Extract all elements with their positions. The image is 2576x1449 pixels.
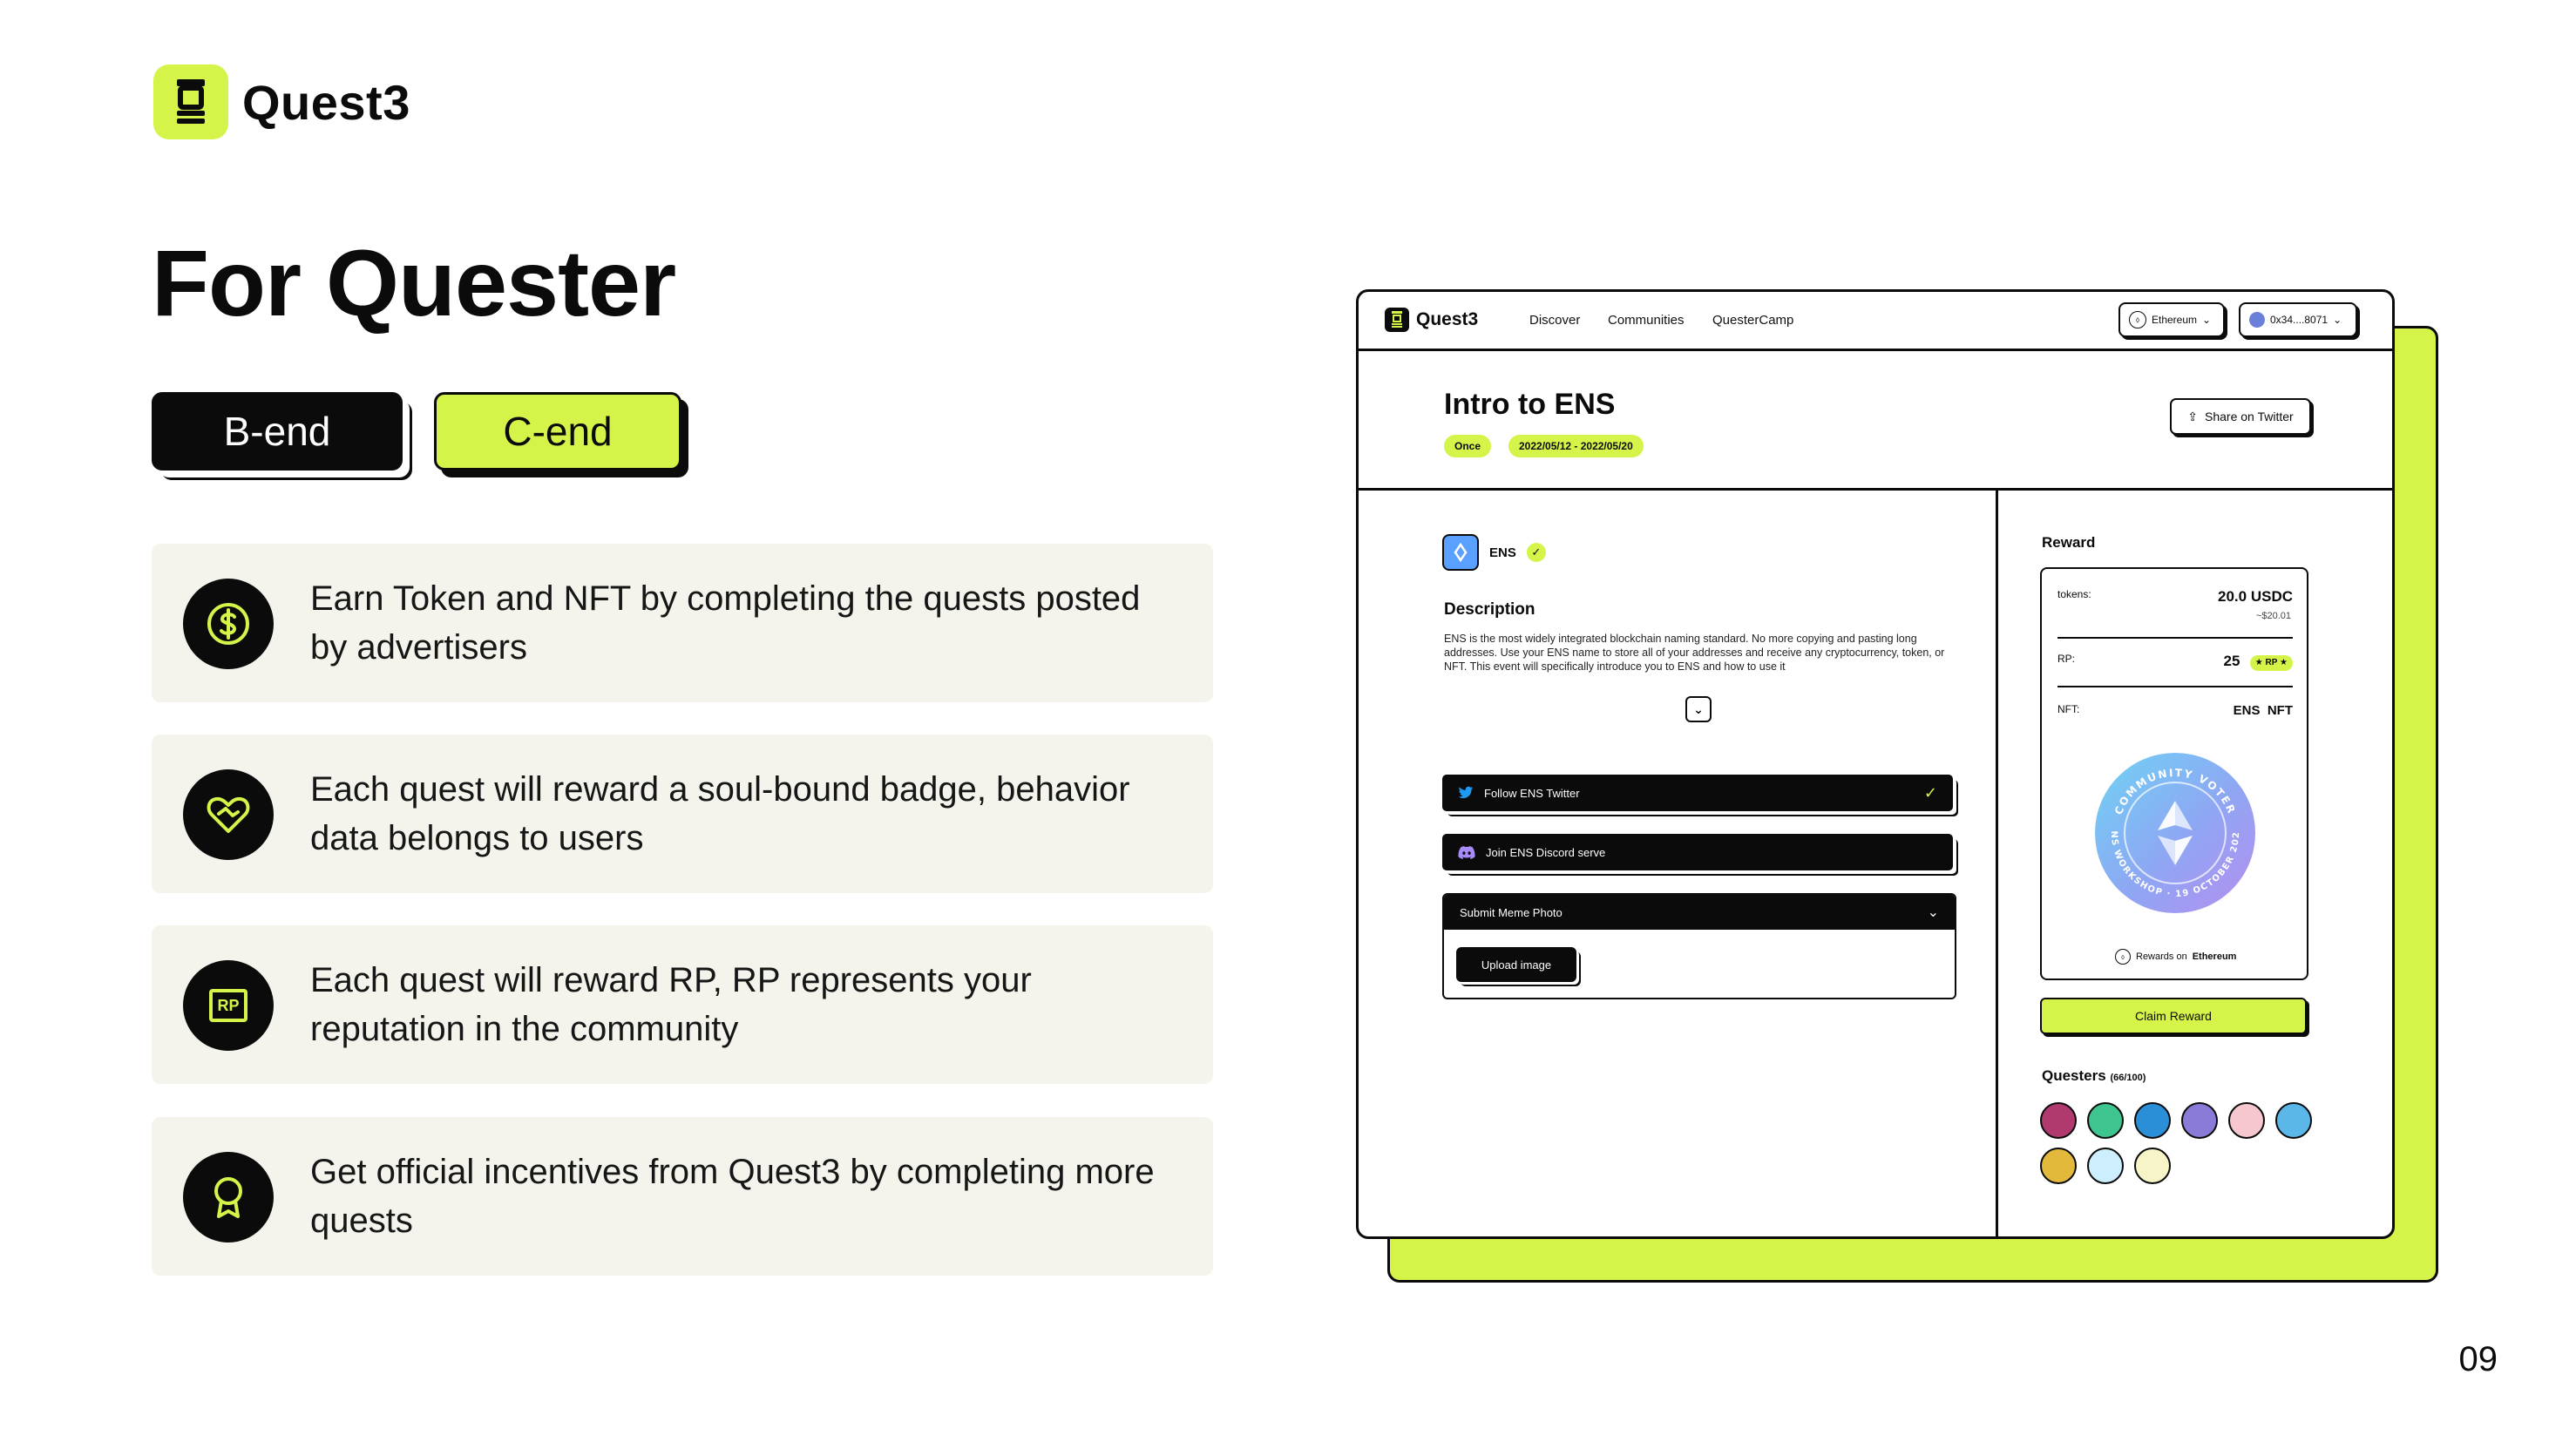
nav-discover[interactable]: Discover	[1529, 313, 1581, 328]
nft-value: ENS NFT	[2233, 703, 2293, 718]
rp-icon-text: RP	[209, 989, 247, 1022]
task-join-discord[interactable]	[1442, 834, 1953, 870]
quest-main	[1359, 491, 1998, 1239]
task-label: Join ENS Discord serve	[1486, 845, 1606, 859]
chain-name: Ethereum	[2192, 951, 2237, 962]
page-title: For Quester	[152, 230, 676, 335]
network-label: Ethereum	[2152, 314, 2198, 326]
submit-task-card	[1442, 893, 1956, 999]
nft-badge-image	[2092, 750, 2258, 916]
verified-check-icon: ✓	[1527, 543, 1546, 562]
reward-panel	[1998, 491, 2395, 1239]
share-icon: ⇪	[2187, 409, 2199, 423]
nft-label: NFT:	[2057, 703, 2080, 715]
rp-badge: ★ RP ★	[2250, 655, 2293, 671]
description-text: ENS is the most widely integrated blockchain naming standard. No more copying and pasting long addresses. Use your ENS name to store all of your addresses and receive any cryptocurrency, token, or NFT. This event will specifically introduce you to ENS and how to use it	[1444, 633, 1945, 673]
nft-row	[2057, 703, 2293, 718]
heart-handshake-icon	[183, 769, 274, 860]
rp-icon	[183, 960, 274, 1051]
submit-task-label: Submit Meme Photo	[1460, 905, 1563, 919]
chevron-down-icon: ⌄	[2333, 314, 2342, 326]
tab-b-end[interactable]: B-end	[152, 392, 403, 471]
app-logo[interactable]	[1385, 308, 1478, 332]
avatar[interactable]	[2087, 1102, 2124, 1139]
date-range-tag: 2022/05/12 - 2022/05/20	[1508, 435, 1644, 457]
brand-logo	[153, 64, 410, 139]
avatar[interactable]	[2040, 1102, 2077, 1139]
nav-communities[interactable]: Communities	[1608, 313, 1685, 328]
twitter-icon	[1458, 786, 1474, 800]
nav-questercamp[interactable]: QuesterCamp	[1712, 313, 1794, 328]
rp-row	[2057, 653, 2293, 671]
claim-reward-button[interactable]: Claim Reward	[2040, 998, 2307, 1034]
rp-value: 25	[2223, 653, 2240, 669]
chevron-down-icon: ⌄	[1927, 905, 1939, 920]
wallet-selector[interactable]	[2239, 302, 2357, 337]
upload-image-button[interactable]: Upload image	[1456, 947, 1576, 982]
expand-button[interactable]	[1685, 696, 1712, 722]
dollar-coin-icon	[183, 579, 274, 669]
ethereum-icon: ⬨	[2129, 311, 2146, 328]
divider	[2057, 686, 2293, 687]
tokens-value: 20.0 USDC	[2218, 588, 2293, 605]
brand-name: Quest3	[242, 74, 410, 130]
page-number: 09	[2458, 1340, 2498, 1378]
avatar[interactable]	[2040, 1148, 2077, 1184]
feature-text: Each quest will reward a soul-bound badge, behavior data belongs to users	[310, 770, 1130, 857]
submit-task-header[interactable]	[1444, 895, 1955, 930]
nft-badge-top-text: COMMUNITY VOTER	[2112, 766, 2239, 817]
reward-chain-note	[2115, 949, 2236, 965]
chevron-down-icon: ⌄	[1693, 701, 1704, 716]
avatar[interactable]	[2134, 1102, 2171, 1139]
feature-text: Earn Token and NFT by completing the quests posted by advertisers	[310, 579, 1141, 667]
network-selector[interactable]	[2118, 302, 2225, 337]
discord-icon	[1458, 846, 1475, 859]
share-label: Share on Twitter	[2205, 410, 2294, 423]
quest-header	[1359, 351, 2392, 491]
reward-card	[2040, 567, 2308, 980]
nft-badge-bottom-text: NS WORKSHOP · 19 OCTOBER 202	[2108, 830, 2242, 900]
feature-card	[152, 544, 1213, 702]
award-ribbon-icon	[183, 1152, 274, 1242]
task-follow-twitter[interactable]	[1442, 775, 1953, 811]
questers-heading	[2042, 1067, 2146, 1085]
community-name: ENS	[1489, 545, 1516, 560]
questers-title: Questers	[2042, 1067, 2106, 1084]
tokens-row	[2057, 588, 2293, 606]
questers-count: (66/100)	[2110, 1073, 2146, 1083]
avatar[interactable]	[2134, 1148, 2171, 1184]
feature-card	[152, 1117, 1213, 1276]
tokens-usd: ~$20.01	[2255, 611, 2291, 621]
check-icon: ✓	[1923, 783, 1937, 802]
quest3-logo-icon	[153, 64, 228, 139]
wallet-address: 0x34....8071	[2270, 314, 2329, 326]
avatar	[2249, 312, 2265, 328]
app-navbar	[1359, 292, 2392, 351]
feature-text: Each quest will reward RP, RP represents your reputation in the community	[310, 961, 1032, 1048]
app-window	[1356, 289, 2395, 1239]
tokens-label: tokens:	[2057, 588, 2091, 600]
feature-text: Get official incentives from Quest3 by completing more quests	[310, 1153, 1155, 1240]
questers-avatar-list	[2040, 1102, 2319, 1184]
avatar[interactable]	[2087, 1148, 2124, 1184]
quest-title: Intro to ENS	[1444, 388, 1616, 421]
frequency-tag: Once	[1444, 435, 1491, 457]
divider	[2057, 637, 2293, 639]
feature-card	[152, 925, 1213, 1084]
feature-card	[152, 735, 1213, 893]
chain-prefix: Rewards on	[2136, 951, 2187, 962]
avatar[interactable]	[2228, 1102, 2265, 1139]
ens-logo-icon	[1442, 534, 1479, 571]
avatar[interactable]	[2275, 1102, 2312, 1139]
task-label: Follow ENS Twitter	[1484, 786, 1580, 800]
chevron-down-icon: ⌄	[2202, 314, 2212, 326]
avatar[interactable]	[2181, 1102, 2218, 1139]
tab-c-end[interactable]: C-end	[434, 392, 681, 471]
quest3-logo-icon	[1385, 308, 1409, 332]
app-logo-text: Quest3	[1416, 309, 1479, 329]
rp-label: RP:	[2057, 653, 2076, 665]
ethereum-icon: ⬨	[2115, 949, 2131, 965]
description-heading: Description	[1444, 600, 1535, 619]
reward-heading: Reward	[2042, 534, 2096, 551]
community-row[interactable]	[1442, 534, 1546, 571]
share-twitter-button[interactable]	[2170, 398, 2311, 435]
